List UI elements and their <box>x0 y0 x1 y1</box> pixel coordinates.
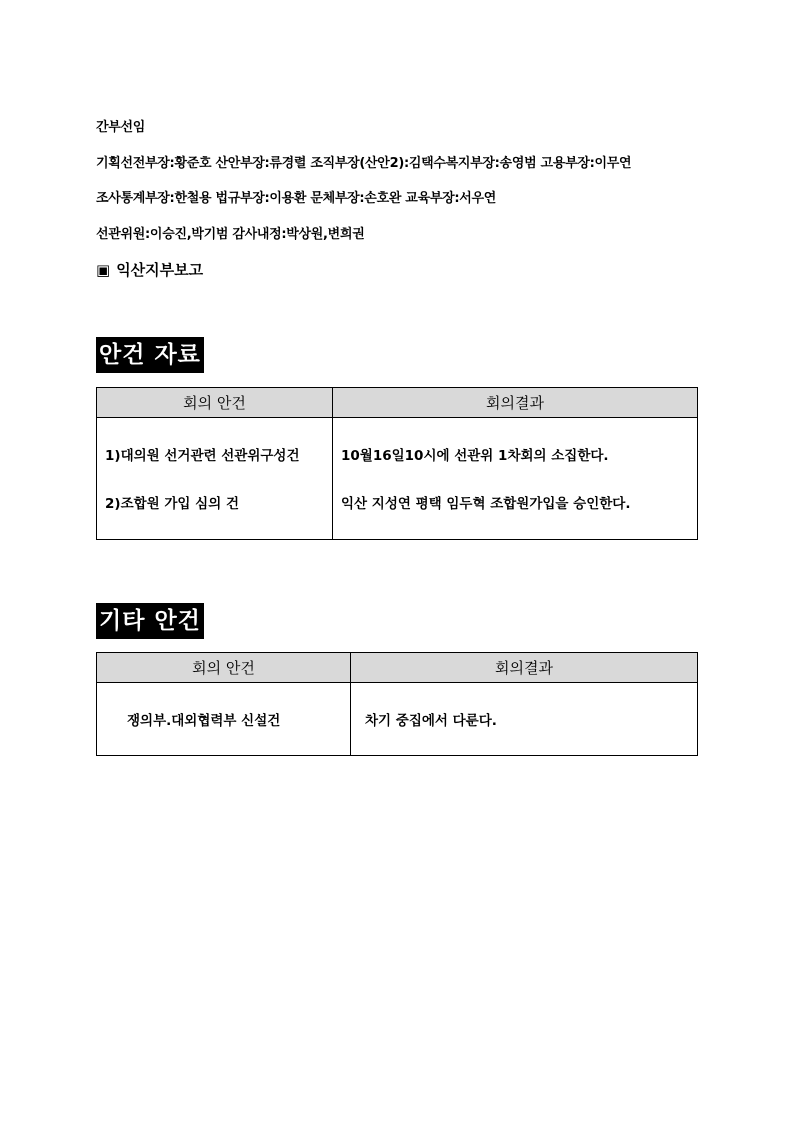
officers-line-2: 조사통계부장:한철용 법규부장:이용환 문체부장:손호완 교육부장:서우연 <box>96 191 497 206</box>
officers-line-1: 기획선전부장:황준호 산안부장:류경렬 조직부장(산안2):김택수복지부장:송영범 고용부장:이무연 <box>96 156 632 171</box>
result-column-header: 회의결과 <box>351 653 698 683</box>
agenda-result: 10월16일10시에 선관위 1차회의 소집한다. <box>341 448 609 464</box>
agenda-items-cell <box>97 418 333 540</box>
table-row <box>97 418 698 540</box>
square-bullet-icon: ▣ <box>96 261 111 279</box>
table-row <box>97 683 698 756</box>
branch-report-label: 익산지부보고 <box>116 261 204 279</box>
agenda-column-header: 회의 안건 <box>97 653 351 683</box>
officers-line-3: 선관위원:이승진,박기범 감사내정:박상원,변희권 <box>96 227 365 242</box>
other-agenda-result-cell <box>351 683 698 756</box>
other-agenda-table <box>96 652 698 756</box>
agenda-column-header: 회의 안건 <box>97 388 333 418</box>
officers-title: 간부선임 <box>96 120 146 135</box>
branch-report <box>96 259 203 280</box>
agenda-results-cell <box>333 418 698 540</box>
agenda-result: 익산 지성연 평택 임두혁 조합원가입을 승인한다. <box>341 496 631 512</box>
agenda-item: 쟁의부.대외협력부 신설건 <box>127 713 281 729</box>
agenda-result: 차기 중집에서 다룬다. <box>365 713 497 729</box>
other-table-header <box>97 653 698 683</box>
other-agenda-item-cell <box>97 683 351 756</box>
result-column-header: 회의결과 <box>333 388 698 418</box>
agenda-section-heading: 안건 자료 <box>96 337 204 373</box>
other-section-heading: 기타 안건 <box>96 603 204 639</box>
agenda-table <box>96 387 698 540</box>
agenda-table-header <box>97 388 698 418</box>
agenda-item: 1)대의원 선거관련 선관위구성건 <box>105 448 300 464</box>
agenda-item: 2)조합원 가입 심의 건 <box>105 496 239 512</box>
